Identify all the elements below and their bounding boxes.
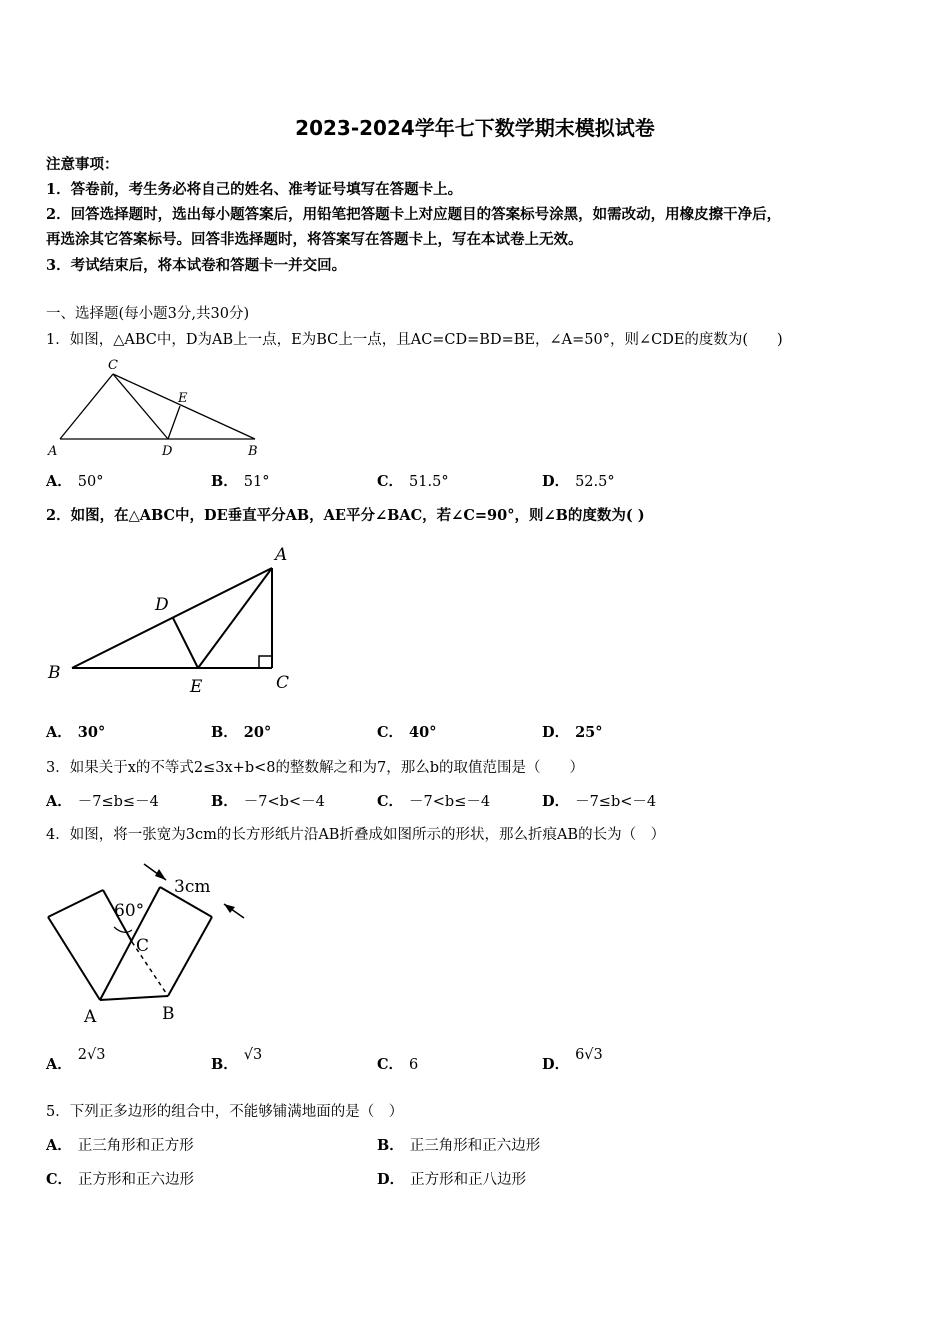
fig4-label-c: C [136,936,150,956]
question-5-option-d[interactable]: D． 正方形和正八边形 [377,1171,527,1188]
page-title: 2023-2024学年七下数学期末模拟试卷 [295,116,655,140]
question-2-figure [40,538,310,698]
fig4-label-a: A [84,1007,97,1027]
question-4-option-d[interactable]: D．6√3 [542,1047,603,1073]
question-4-figure [40,852,260,1032]
question-4-stem: 4．如图，将一张宽为3cm的长方形纸片沿AB折叠成如图所示的形状，那么折痕AB的长为（ ） [46,827,666,843]
question-2-option-c[interactable]: C． 40° [377,724,437,741]
fig2-label-d: D [155,595,169,615]
question-3-option-a[interactable]: A． －7≤b≤－4 [46,793,159,810]
question-5-option-b[interactable]: B． 正三角形和正六边形 [377,1137,541,1154]
question-1-option-d[interactable]: D． 52.5° [542,473,615,490]
question-1-stem: 1．如图，△ABC中，D为AB上一点，E为BC上一点，且AC=CD=BD=BE，∠A=50°，则∠CDE的度数为( ) [46,332,783,348]
fig1-label-c: C [108,358,118,373]
fig1-label-a: A [48,444,58,459]
fig2-label-b: B [48,663,61,683]
fig2-label-c: C [276,673,290,693]
question-4-option-a[interactable]: A．2√3 [46,1047,106,1073]
question-1-option-c[interactable]: C． 51.5° [377,473,449,490]
section-heading: 一、选择题(每小题3分,共30分) [46,306,250,322]
notice-item: 2．回答选择题时，选出每小题答案后，用铅笔把答题卡上对应题目的答案标号涂黑，如需改动，用橡皮擦干净后， [46,206,782,223]
question-3-option-b[interactable]: B． －7<b<－4 [211,793,325,810]
question-2-option-d[interactable]: D． 25° [542,724,603,741]
question-1-option-b[interactable]: B． 51° [211,473,270,490]
fig2-label-e: E [190,677,203,697]
question-3-stem: 3．如果关于x的不等式2≤3x+b<8的整数解之和为7，那么b的取值范围是（ ） [46,760,584,776]
question-1-figure [40,352,280,462]
question-3-option-d[interactable]: D． －7≤b<－4 [542,793,657,810]
fig1-label-b: B [248,444,258,459]
fig1-label-e: E [178,391,188,406]
question-2-stem: 2．如图，在△ABC中，DE垂直平分AB，AE平分∠BAC，若∠C=90°，则∠B的度数为( ) [46,507,645,524]
question-1-option-a[interactable]: A． 50° [46,473,104,490]
notice-item: 3．考试结束后，将本试卷和答题卡一并交回。 [46,257,347,274]
question-3-option-c[interactable]: C． －7<b≤－4 [377,793,491,810]
notice-item: 再选涂其它答案标号。回答非选择题时，将答案写在答题卡上，写在本试卷上无效。 [46,231,583,248]
question-4-option-c[interactable]: C． 6 [377,1056,419,1073]
question-5-stem: 5．下列正多边形的组合中，不能够铺满地面的是（ ） [46,1104,404,1120]
fig4-label-width: 3cm [174,877,211,897]
question-5-option-a[interactable]: A． 正三角形和正方形 [46,1137,194,1154]
question-5-option-c[interactable]: C． 正方形和正六边形 [46,1171,195,1188]
question-4-option-b[interactable]: B．√3 [211,1047,263,1073]
notice-item: 1．答卷前，考生务必将自己的姓名、准考证号填写在答题卡上。 [46,181,463,198]
fig2-label-a: A [275,545,288,565]
question-2-option-b[interactable]: B． 20° [211,724,272,741]
fig4-label-b: B [162,1004,175,1024]
question-2-option-a[interactable]: A． 30° [46,724,106,741]
notice-heading: 注意事项： [46,156,119,173]
fig1-label-d: D [162,444,173,459]
fig4-label-angle: 60° [114,901,145,921]
